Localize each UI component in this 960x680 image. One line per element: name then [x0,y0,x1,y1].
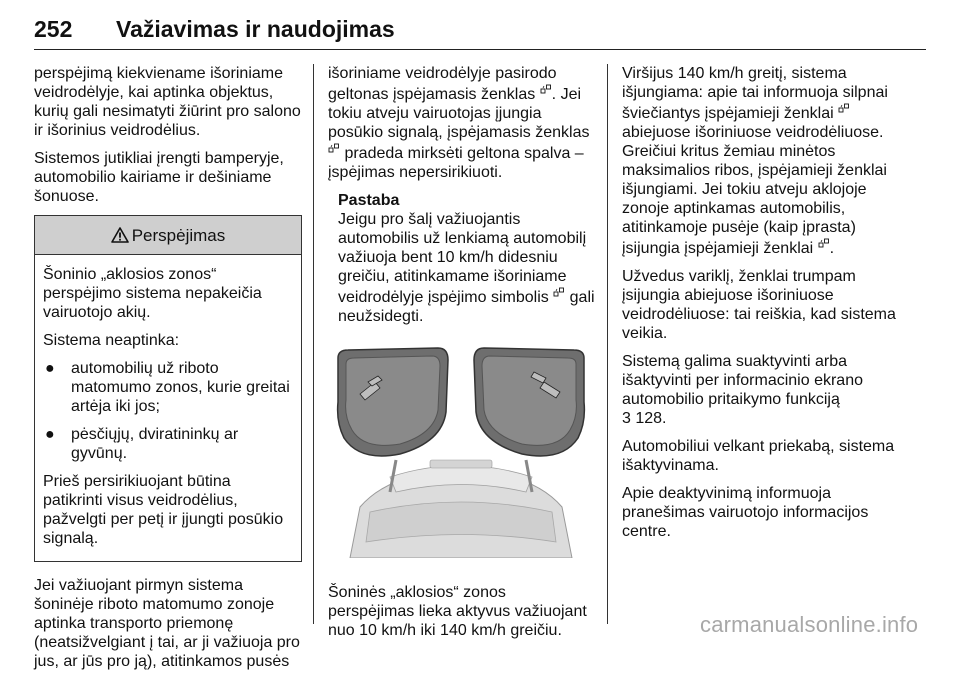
warning-text: Sistema neaptinka: [43,332,180,349]
reference-arrow-icon: 3 [622,410,631,427]
page-header [34,8,926,48]
warning-title: Perspėjimas [131,225,226,245]
list-item: ● pėsčiųjų, dviratininkų ar gyvūnų. [45,426,239,462]
page-reference-link[interactable]: 3 128. [622,410,667,427]
paragraph: Automobiliui velkant priekabą, sistema išaktyvinama. [622,438,895,474]
note-text: Jeigu pro šalį važiuojantis automobilis už lenkiamą automobilį važiuoja bent 10 km/h didesniu greičiu, atitinkamame išoriniame veidrodėlyje įspėjimo simbolis gali neužsidegti. [338,211,595,325]
blind-spot-mirrors-illustration [330,342,592,558]
paragraph: Sistemos jutikliai įrengti bamperyje, automobilio kairiame ir dešiniame šonuose. [34,150,284,205]
chapter-title: Važiavimas ir naudojimas [116,16,395,42]
note-block [328,191,596,326]
warning-box [34,215,302,562]
paragraph: Viršijus 140 km/h greitį, sistema išjungiama: apie tai informuoja silpnai šviečiantys įspėjamieji ženklai abiejuose išoriniuose veidrodėliuose. Greičiui kritus žemiau minėtos maksimalios ribos, įspėjamieji ženklai išjungiami. Jei tokiu atveju aklojoje zonoje aptinkamas automobilis, atitinkamoje pusėje (kaip įprasta) įsijungia įspėjamieji ženklai . [622,65,888,257]
column-3 [622,64,897,550]
warning-body [35,255,301,561]
bullet-icon: ● [45,426,55,443]
note-title: Pastaba [338,192,400,209]
figure-caption: Šoninės „aklosios“ zonos perspėjimas lieka aktyvus važiuojant nuo 10 km/h iki 140 km/h greičiu. [328,584,587,639]
warning-header [35,216,301,255]
watermark: carmanualsonline.info [700,612,919,637]
paragraph: išoriniame veidrodėlyje pasirodo geltonas įspėjamasis ženklas . Jei tokiu atveju vairuotojas įjungia posūkio signalą, įspėjamasis ženklas pradeda mirksėti geltona spalva – įspėjimas nepersirikiuoti. [328,65,590,181]
warning-text: Prieš persirikiuojant būtina patikrinti visus veidrodėlius, pažvelgti per petį ir įjungti posūkio signalą. [43,473,284,547]
column-divider-2 [607,64,608,624]
blind-spot-warning-icon [328,142,340,154]
paragraph: Sistemą galima suaktyvinti arba išaktyvinti per informacinio ekrano automobilio pritaikymo funkciją 3 128. [622,353,863,427]
blind-spot-warning-icon [818,237,830,249]
blind-spot-warning-icon [553,286,565,298]
column-divider-1 [313,64,314,624]
paragraph: Apie deaktyvinimą informuoja pranešimas vairuotojo informacijos centre. [622,485,869,540]
blind-spot-warning-icon [540,83,552,95]
column-2 [328,64,596,649]
page-number: 252 [34,16,73,42]
paragraph: perspėjimą kiekviename išoriniame veidrodėlyje, kai aptinka objektus, kurių gali nesimatyti žiūrint pro salono ir išorinius veidrodėlius. [34,65,301,139]
paragraph: Užvedus variklį, ženklai trumpam įsijungia abiejuose išoriniuose veidrodėliuose: tai reiškia, kad sistema veikia. [622,268,896,342]
header-divider [34,49,926,50]
paragraph: Jei važiuojant pirmyn sistema šoninėje riboto matomumo zonoje aptinka transporto priemonę (neatsižvelgiant į tai, ar ji važiuoja pro jus, ar jūs pro ją), atitinkamos pusės [34,577,300,670]
list-item: ● automobilių už riboto matomumo zonos, kurie greitai artėja iki jos; [45,360,290,415]
warning-text: Šoninio „aklosios zonos“ perspėjimo sistema nepakeičia vairuotojo akių. [43,266,262,321]
column-1 [34,64,302,680]
bullet-icon: ● [45,360,55,377]
blind-spot-warning-icon [838,102,850,114]
warning-triangle-icon [111,227,129,243]
